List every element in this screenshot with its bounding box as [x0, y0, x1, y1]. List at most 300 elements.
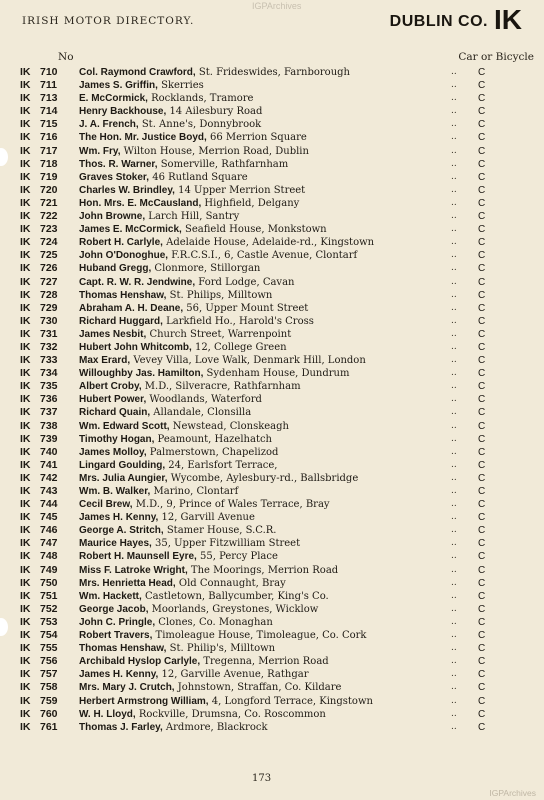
- entry-number: 718: [40, 157, 58, 170]
- vehicle-class: C: [478, 263, 486, 275]
- entry-text: [79, 171, 449, 184]
- leader-dots: ..: [451, 211, 457, 222]
- owner-name: Thomas Henshaw,: [79, 643, 167, 655]
- leader-dots: ..: [451, 446, 457, 457]
- entry-text: [79, 262, 449, 275]
- leader-dots: ..: [451, 93, 457, 104]
- vehicle-class: C: [478, 459, 486, 471]
- entry-text: [79, 406, 449, 419]
- owner-address: 12, College Green: [191, 341, 287, 353]
- vehicle-class: C: [478, 158, 486, 170]
- vehicle-class: C: [478, 433, 486, 445]
- entry-prefix: IK: [20, 236, 31, 249]
- list-item: [0, 577, 544, 590]
- owner-name: Thomas Henshaw,: [79, 289, 167, 301]
- leader-dots: ..: [451, 276, 457, 287]
- entry-text: [79, 485, 449, 498]
- owner-address: 46 Rutland Square: [149, 171, 248, 183]
- entry-prefix: IK: [20, 327, 31, 340]
- vehicle-class: C: [478, 171, 486, 183]
- entry-prefix: IK: [20, 511, 31, 524]
- entry-number: 745: [40, 511, 58, 524]
- owner-address: Timoleague House, Timoleague, Co. Cork: [152, 630, 367, 642]
- vehicle-class: C: [478, 486, 486, 497]
- entry-prefix: IK: [20, 367, 31, 380]
- owner-name: Wm. Edward Scott,: [79, 420, 170, 432]
- leader-dots: ..: [451, 171, 457, 182]
- vehicle-class: C: [478, 184, 486, 196]
- entry-number: 721: [40, 196, 58, 209]
- list-item: [0, 406, 544, 419]
- list-item: [0, 249, 544, 262]
- entry-number: 727: [40, 275, 58, 288]
- leader-dots: ..: [451, 551, 457, 562]
- county-name: DUBLIN CO.: [389, 13, 488, 30]
- owner-name: Abraham A. H. Deane,: [79, 302, 184, 314]
- list-item: [0, 472, 544, 485]
- entry-prefix: IK: [20, 354, 31, 367]
- vehicle-class: C: [478, 276, 486, 288]
- list-item: [0, 380, 544, 393]
- owner-name: Richard Huggard,: [79, 315, 163, 327]
- owner-address: 12, Garville Avenue, Rathgar: [158, 669, 309, 681]
- entry-number: 735: [40, 380, 58, 393]
- owner-address: Moorlands, Greystones, Wicklow: [148, 603, 319, 615]
- list-item: [0, 276, 544, 289]
- running-header-title: IRISH MOTOR DIRECTORY.: [22, 15, 195, 27]
- vehicle-class: C: [478, 368, 486, 380]
- entry-number: 755: [40, 642, 58, 655]
- leader-dots: ..: [451, 355, 457, 366]
- owner-address: Skerries: [157, 80, 204, 92]
- entry-prefix: IK: [20, 419, 31, 432]
- leader-dots: ..: [451, 525, 457, 536]
- vehicle-class: C: [478, 197, 486, 209]
- entry-text: [79, 210, 449, 223]
- list-item: [0, 354, 544, 367]
- list-item: [0, 341, 544, 354]
- entry-number: 722: [40, 210, 58, 223]
- vehicle-class: C: [478, 525, 486, 537]
- vehicle-class: C: [478, 721, 486, 733]
- vehicle-class: C: [478, 616, 486, 628]
- entry-text: [79, 315, 449, 328]
- entry-text: [79, 708, 449, 721]
- entry-prefix: IK: [20, 249, 31, 262]
- leader-dots: ..: [451, 381, 457, 392]
- owner-name: James S. Griffin,: [79, 80, 158, 92]
- owner-name: Wm. Fry,: [79, 145, 121, 157]
- vehicle-class: C: [478, 119, 486, 131]
- vehicle-class: C: [478, 472, 486, 484]
- entry-text: [79, 79, 449, 92]
- vehicle-class: C: [478, 315, 486, 327]
- entry-number: 719: [40, 170, 58, 183]
- leader-dots: ..: [451, 433, 457, 444]
- leader-dots: ..: [451, 669, 457, 680]
- leader-dots: ..: [451, 158, 457, 169]
- entry-text: [79, 498, 449, 511]
- entry-text: [79, 105, 449, 118]
- owner-name: James H. Kenny,: [79, 512, 159, 524]
- leader-dots: ..: [451, 512, 457, 523]
- leader-dots: ..: [451, 184, 457, 195]
- vehicle-class: C: [478, 289, 486, 301]
- entry-text: [79, 577, 449, 590]
- vehicle-class: C: [478, 603, 486, 615]
- vehicle-class: C: [478, 669, 486, 681]
- owner-address: Vevey Villa, Love Walk, Denmark Hill, London: [130, 355, 366, 367]
- leader-dots: ..: [451, 289, 457, 300]
- vehicle-class: C: [478, 106, 486, 118]
- list-item: [0, 721, 544, 734]
- entry-text: [79, 92, 449, 105]
- entry-text: [79, 603, 449, 616]
- vehicle-class: C: [478, 630, 486, 642]
- list-item: [0, 459, 544, 472]
- leader-dots: ..: [451, 197, 457, 208]
- entry-text: [79, 537, 449, 550]
- leader-dots: ..: [451, 577, 457, 588]
- owner-address: 56, Upper Mount Street: [183, 302, 309, 314]
- entry-prefix: IK: [20, 707, 31, 720]
- entry-prefix: IK: [20, 288, 31, 301]
- entry-prefix: IK: [20, 210, 31, 223]
- list-item: [0, 131, 544, 144]
- entry-prefix: IK: [20, 105, 31, 118]
- entry-text: [79, 721, 449, 734]
- entry-prefix: IK: [20, 655, 31, 668]
- entry-number: 726: [40, 262, 58, 275]
- list-item: [0, 171, 544, 184]
- owner-name: Timothy Hogan,: [79, 433, 155, 445]
- column-header-no: No: [58, 51, 74, 63]
- entry-text: [79, 681, 449, 694]
- entry-number: 761: [40, 720, 58, 733]
- entry-text: [79, 197, 449, 210]
- entry-text: [79, 341, 449, 354]
- owner-name: J. A. French,: [79, 119, 139, 131]
- entry-prefix: IK: [20, 131, 31, 144]
- entry-prefix: IK: [20, 550, 31, 563]
- owner-name: Wm. Hackett,: [79, 590, 142, 602]
- owner-address: Peamount, Hazelhatch: [154, 433, 273, 445]
- owner-name: Richard Quain,: [79, 407, 151, 419]
- owner-name: Thomas J. Farley,: [79, 721, 163, 733]
- vehicle-class: C: [478, 407, 486, 419]
- owner-name: George A. Stritch,: [79, 525, 164, 537]
- entry-number: 716: [40, 131, 58, 144]
- entry-prefix: IK: [20, 485, 31, 497]
- entry-prefix: IK: [20, 524, 31, 537]
- leader-dots: ..: [451, 302, 457, 313]
- entry-prefix: IK: [20, 92, 31, 105]
- leader-dots: ..: [451, 695, 457, 706]
- owner-name: Graves Stoker,: [79, 171, 150, 183]
- owner-name: Mrs. Mary J. Crutch,: [79, 682, 175, 694]
- entry-text: [79, 354, 449, 367]
- entry-text: [79, 145, 449, 158]
- owner-address: Clonmore, Stillorgan: [151, 263, 261, 275]
- owner-address: 35, Upper Fitzwilliam Street: [151, 538, 301, 550]
- entry-number: 734: [40, 367, 58, 380]
- list-item: [0, 302, 544, 315]
- leader-dots: ..: [451, 67, 457, 77]
- list-item: [0, 668, 544, 681]
- entry-text: [79, 668, 449, 681]
- vehicle-class: C: [478, 643, 486, 655]
- owner-address: St. Philip's, Milltown: [166, 643, 276, 655]
- owner-name: Col. Raymond Crawford,: [79, 67, 196, 78]
- entry-prefix: IK: [20, 589, 31, 602]
- entry-prefix: IK: [20, 615, 31, 628]
- owner-name: Maurice Hayes,: [79, 538, 152, 550]
- entry-number: 713: [40, 92, 58, 105]
- owner-name: Albert Croby,: [79, 381, 142, 393]
- owner-name: W. H. Lloyd,: [79, 708, 136, 720]
- entry-text: [79, 236, 449, 249]
- owner-name: Mrs. Julia Aungier,: [79, 472, 168, 484]
- owner-address: Larch Hill, Santry: [145, 211, 240, 223]
- owner-name: Miss F. Latroke Wright,: [79, 564, 188, 576]
- list-item: [0, 92, 544, 105]
- entry-number: 733: [40, 354, 58, 367]
- entry-text: [79, 393, 449, 406]
- entry-number: 725: [40, 249, 58, 262]
- entry-prefix: IK: [20, 380, 31, 393]
- owner-name: E. McCormick,: [79, 93, 148, 105]
- leader-dots: ..: [451, 132, 457, 143]
- owner-name: George Jacob,: [79, 603, 149, 615]
- entry-prefix: IK: [20, 223, 31, 236]
- entry-number: 739: [40, 432, 58, 445]
- entry-prefix: IK: [20, 144, 31, 157]
- entry-number: 731: [40, 327, 58, 340]
- vehicle-class: C: [478, 224, 486, 236]
- entry-number: 740: [40, 445, 58, 458]
- list-item: [0, 485, 544, 498]
- owner-address: Church Street, Warrenpoint: [146, 328, 292, 340]
- entry-number: 717: [40, 144, 58, 157]
- vehicle-class: C: [478, 708, 486, 720]
- leader-dots: ..: [451, 315, 457, 326]
- vehicle-class: C: [478, 564, 486, 576]
- entry-number: 751: [40, 589, 58, 602]
- entry-prefix: IK: [20, 79, 31, 92]
- list-item: [0, 629, 544, 642]
- entry-text: [79, 131, 449, 144]
- list-item: [0, 511, 544, 524]
- owner-address: Marino, Clontarf: [150, 486, 239, 497]
- entry-prefix: IK: [20, 183, 31, 196]
- owner-name: John C. Pringle,: [79, 616, 156, 628]
- entry-text: [79, 249, 449, 262]
- owner-address: St. Philips, Milltown: [166, 289, 273, 301]
- entry-number: 723: [40, 223, 58, 236]
- owner-name: Robert Travers,: [79, 630, 153, 642]
- vehicle-class: C: [478, 237, 486, 249]
- entry-number: 732: [40, 340, 58, 353]
- vehicle-class: C: [478, 93, 486, 105]
- entry-text: [79, 302, 449, 315]
- owner-name: Huband Gregg,: [79, 263, 152, 275]
- leader-dots: ..: [451, 237, 457, 248]
- entry-text: [79, 184, 449, 197]
- list-item: [0, 708, 544, 721]
- entry-prefix: IK: [20, 314, 31, 327]
- leader-dots: ..: [451, 80, 457, 91]
- leader-dots: ..: [451, 394, 457, 405]
- list-item: [0, 616, 544, 629]
- owner-address: 24, Earlsfort Terrace,: [165, 459, 278, 471]
- page-number: 173: [252, 773, 272, 784]
- entry-text: [79, 564, 449, 577]
- list-item: [0, 446, 544, 459]
- entry-prefix: IK: [20, 340, 31, 353]
- owner-address: Johnstown, Straffan, Co. Kildare: [174, 682, 342, 694]
- entry-prefix: IK: [20, 406, 31, 419]
- owner-address: 14 Upper Merrion Street: [174, 184, 306, 196]
- owner-address: M.D., Silveracre, Rathfarnham: [141, 381, 301, 393]
- owner-name: Hubert Power,: [79, 394, 147, 406]
- entry-prefix: IK: [20, 576, 31, 589]
- owner-name: Max Erard,: [79, 355, 131, 367]
- owner-address: Clones, Co. Monaghan: [155, 616, 273, 628]
- owner-address: Ford Lodge, Cavan: [195, 276, 295, 288]
- watermark-bottom: IGPArchives: [489, 788, 536, 798]
- leader-dots: ..: [451, 682, 457, 693]
- leader-dots: ..: [451, 643, 457, 654]
- leader-dots: ..: [451, 630, 457, 641]
- list-item: [0, 328, 544, 341]
- owner-address: 12, Garvill Avenue: [158, 512, 255, 524]
- entry-number: 748: [40, 550, 58, 563]
- entry-number: 730: [40, 314, 58, 327]
- owner-address: Highfield, Delgany: [201, 197, 300, 209]
- owner-name: Hubert John Whitcomb,: [79, 341, 192, 353]
- list-item: [0, 695, 544, 708]
- owner-address: Allandale, Clonsilla: [150, 407, 252, 419]
- owner-address: Adelaide House, Adelaide-rd., Kingstown: [162, 237, 375, 249]
- owner-name: Hon. Mrs. E. McCausland,: [79, 197, 202, 209]
- registration-code: IK: [494, 4, 522, 35]
- entry-text: [79, 328, 449, 341]
- entry-number: 754: [40, 629, 58, 642]
- list-item: [0, 210, 544, 223]
- vehicle-class: C: [478, 250, 486, 262]
- leader-dots: ..: [451, 472, 457, 483]
- owner-address: M.D., 9, Prince of Wales Terrace, Bray: [132, 499, 330, 511]
- entry-number: 746: [40, 524, 58, 537]
- vehicle-class: C: [478, 499, 486, 511]
- entry-prefix: IK: [20, 537, 31, 550]
- leader-dots: ..: [451, 721, 457, 732]
- entry-prefix: IK: [20, 157, 31, 170]
- entry-number: 724: [40, 236, 58, 249]
- list-item: [0, 524, 544, 537]
- owner-name: Cecil Brew,: [79, 499, 133, 511]
- owner-name: Robert H. Maunsell Eyre,: [79, 551, 197, 563]
- owner-address: 14 Ailesbury Road: [166, 106, 263, 118]
- list-item: [0, 433, 544, 446]
- owner-name: James Nesbit,: [79, 328, 147, 340]
- entry-list: [0, 66, 544, 734]
- entry-number: 715: [40, 118, 58, 131]
- entry-text: [79, 289, 449, 302]
- list-item: [0, 289, 544, 302]
- county-header: [390, 4, 522, 36]
- entry-text: [79, 158, 449, 171]
- entry-prefix: IK: [20, 66, 31, 78]
- entry-text: [79, 655, 449, 668]
- vehicle-class: C: [478, 394, 486, 406]
- entry-number: 728: [40, 288, 58, 301]
- owner-address: St. Anne's, Donnybrook: [138, 119, 262, 131]
- leader-dots: ..: [451, 119, 457, 130]
- vehicle-class: C: [478, 381, 486, 393]
- entry-prefix: IK: [20, 432, 31, 445]
- entry-number: 758: [40, 681, 58, 694]
- owner-name: Herbert Armstrong William,: [79, 695, 209, 707]
- leader-dots: ..: [451, 459, 457, 470]
- entry-number: 741: [40, 458, 58, 471]
- list-item: [0, 118, 544, 131]
- owner-name: James E. McCormick,: [79, 224, 182, 236]
- entry-number: 720: [40, 183, 58, 196]
- owner-address: Old Connaught, Bray: [175, 577, 286, 589]
- leader-dots: ..: [451, 407, 457, 418]
- vehicle-class: C: [478, 145, 486, 157]
- entry-prefix: IK: [20, 629, 31, 642]
- list-item: [0, 223, 544, 236]
- entry-prefix: IK: [20, 471, 31, 484]
- entry-prefix: IK: [20, 642, 31, 655]
- vehicle-class: C: [478, 355, 486, 367]
- entry-number: 743: [40, 485, 58, 497]
- list-item: [0, 655, 544, 668]
- vehicle-class: C: [478, 80, 486, 92]
- vehicle-class: C: [478, 446, 486, 458]
- leader-dots: ..: [451, 486, 457, 496]
- entry-text: [79, 511, 449, 524]
- owner-address: Wycombe, Aylesbury-rd., Ballsbridge: [167, 472, 359, 484]
- leader-dots: ..: [451, 564, 457, 575]
- owner-address: St. Frideswides, Farnborough: [195, 67, 350, 78]
- owner-name: Capt. R. W. R. Jendwine,: [79, 276, 196, 288]
- vehicle-class: C: [478, 132, 486, 144]
- owner-name: The Hon. Mr. Justice Boyd,: [79, 132, 207, 144]
- owner-name: Archibald Hyslop Carlyle,: [79, 656, 201, 668]
- entry-number: 710: [40, 66, 58, 78]
- entry-number: 756: [40, 655, 58, 668]
- leader-dots: ..: [451, 538, 457, 549]
- leader-dots: ..: [451, 341, 457, 352]
- entry-text: [79, 695, 449, 708]
- leader-dots: ..: [451, 250, 457, 261]
- entry-prefix: IK: [20, 668, 31, 681]
- leader-dots: ..: [451, 263, 457, 274]
- owner-address: Wilton House, Merrion Road, Dublin: [120, 145, 309, 157]
- watermark-top: IGPArchives: [252, 1, 302, 11]
- owner-name: Lingard Goulding,: [79, 459, 166, 471]
- vehicle-class: C: [478, 211, 486, 223]
- vehicle-class: C: [478, 695, 486, 707]
- entry-text: [79, 433, 449, 446]
- list-item: [0, 236, 544, 249]
- entry-text: [79, 446, 449, 459]
- entry-prefix: IK: [20, 458, 31, 471]
- entry-number: 729: [40, 301, 58, 314]
